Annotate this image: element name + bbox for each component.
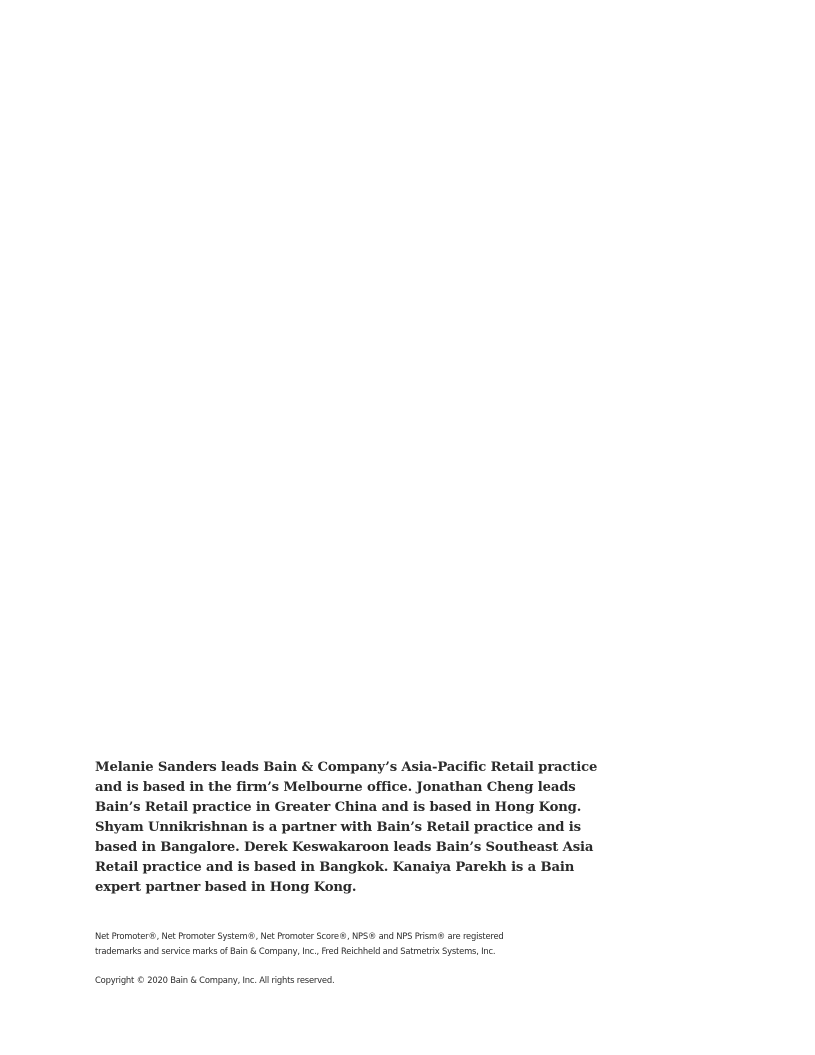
author-bio-line: Retail practice and is based in Bangkok. Kanaiya Parekh is a Bain [95, 860, 575, 875]
author-bio [95, 758, 598, 898]
author-bio-line: Melanie Sanders leads Bain & Company’s Asia-Pacific Retail practice [95, 760, 598, 775]
author-bio-line: expert partner based in Hong Kong. [95, 880, 357, 895]
trademark-notice-line: trademarks and service marks of Bain & Company, Inc., Fred Reichheld and Satmetrix Systems, Inc. [95, 946, 496, 956]
author-bio-line: Shyam Unnikrishnan is a partner with Bain’s Retail practice and is [95, 820, 581, 835]
author-bio-line: and is based in the firm’s Melbourne office. Jonathan Cheng leads [95, 780, 576, 795]
trademark-notice-line: Net Promoter®, Net Promoter System®, Net Promoter Score®, NPS® and NPS Prism® are registered [95, 931, 504, 941]
copyright-notice: Copyright © 2020 Bain & Company, Inc. All rights reserved. [95, 975, 335, 985]
author-bio-line: based in Bangalore. Derek Keswakaroon leads Bain’s Southeast Asia [95, 840, 594, 855]
author-bio-line: Bain’s Retail practice in Greater China and is based in Hong Kong. [95, 800, 582, 815]
trademark-notice [95, 929, 555, 959]
